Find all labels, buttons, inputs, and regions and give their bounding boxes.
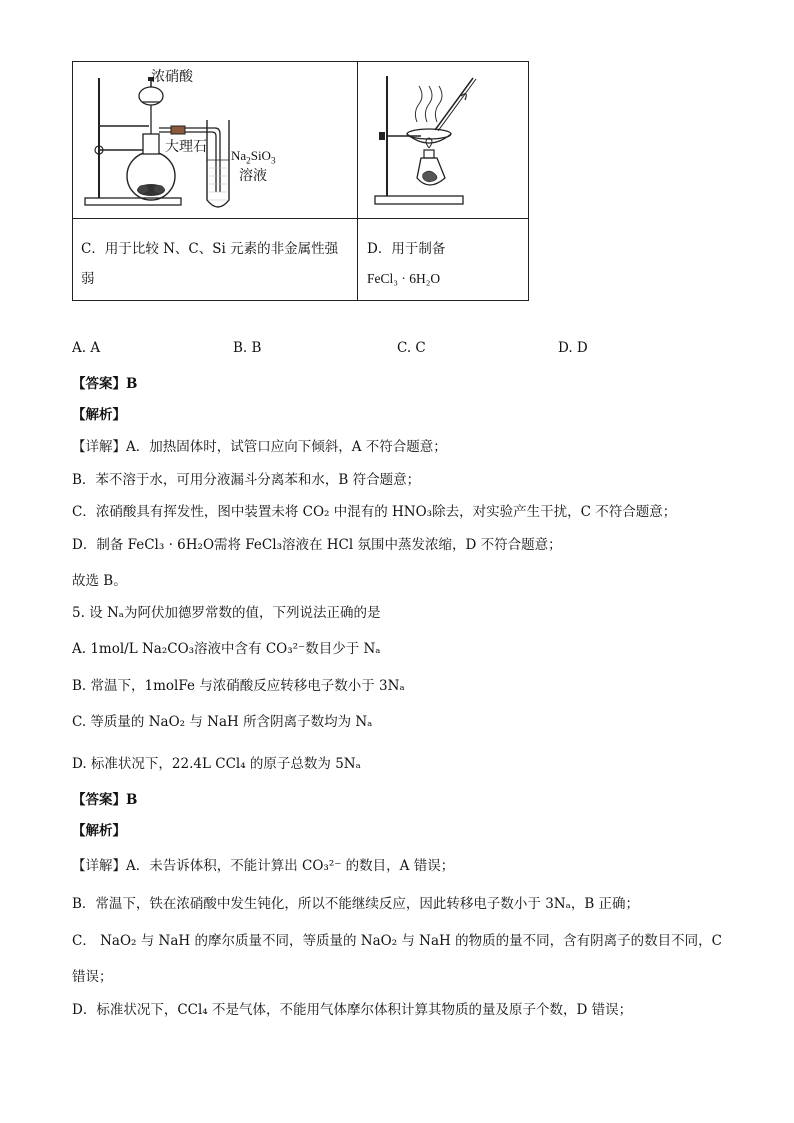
- q5-option-d: D. 标准状况下，22.4L CCl₄ 的原子总数为 5Nₐ: [72, 756, 361, 772]
- label-na2sio3: $Na_2SiO_3$: [231, 148, 276, 166]
- q4-answer: 【答案】B: [72, 376, 138, 392]
- q5-option-a: A. 1mol/L Na₂CO₃溶液中含有 CO₃²⁻数目少于 Nₐ: [72, 641, 381, 657]
- cell-d-formula: FeCl₃ · 6H₂O: [367, 271, 441, 286]
- q5-answer: 【答案】B: [72, 792, 138, 808]
- label-marble: 大理石: [165, 139, 207, 155]
- table-divider-vertical: [357, 62, 358, 300]
- q5-option-c: C. 等质量的 NaO₂ 与 NaH 所含阴离子数均为 Nₐ: [72, 714, 373, 730]
- q4-detail-a: 【详解】A．加热固体时，试管口应向下倾斜，A 不符合题意；: [72, 439, 447, 455]
- q4-analysis-heading: 【解析】: [72, 407, 126, 423]
- label-solution: 溶液: [239, 168, 267, 184]
- q4-options: [72, 340, 752, 360]
- table-divider-horizontal: [73, 218, 528, 219]
- q4-detail-c: C．浓硝酸具有挥发性，图中装置未将 CO₂ 中混有的 HNO₃除去，对实验产生干扰，C 不符合题意；: [72, 504, 677, 520]
- q4-conclusion: 故选 B。: [72, 573, 127, 589]
- option-b: B. B: [233, 340, 262, 356]
- apparatus-d-figure: [365, 68, 525, 214]
- cell-c-description: C．用于比较 N、C、Si 元素的非金属性强弱: [81, 241, 339, 287]
- apparatus-table: [72, 61, 529, 301]
- q5-detail-c2: 错误；: [72, 969, 113, 985]
- cell-d-description: [367, 234, 527, 294]
- q5-stem: 5. 设 Nₐ为阿伏加德罗常数的值，下列说法正确的是: [72, 605, 381, 621]
- option-c: C. C: [397, 340, 426, 356]
- q5-option-b: B. 常温下，1molFe 与浓硝酸反应转移电子数小于 3Nₐ: [72, 678, 405, 694]
- cell-d-line1: D．用于制备: [367, 241, 446, 257]
- q5-detail-a: 【详解】A．未告诉体积，不能计算出 CO₃²⁻ 的数目，A 错误；: [72, 858, 455, 874]
- apparatus-c-figure: [79, 68, 351, 214]
- q5-detail-b: B．常温下，铁在浓硝酸中发生钝化，所以不能继续反应，因此转移电子数小于 3Nₐ，B 正确；: [72, 896, 640, 912]
- q5-analysis-heading: 【解析】: [72, 823, 126, 839]
- q5-detail-c1: C． NaO₂ 与 NaH 的摩尔质量不同，等质量的 NaO₂ 与 NaH 的物质的量不同，含有阴离子的数目不同，C: [72, 933, 722, 949]
- q4-detail-d: D．制备 FeCl₃ · 6H₂O需将 FeCl₃溶液在 HCl 氛围中蒸发浓缩，D 不符合题意；: [72, 537, 562, 553]
- q5-detail-d: D．标准状况下，CCl₄ 不是气体，不能用气体摩尔体积计算其物质的量及原子个数，D 错误；: [72, 1002, 633, 1018]
- q4-detail-b: B．苯不溶于水，可用分液漏斗分离苯和水，B 符合题意；: [72, 472, 421, 488]
- option-d: D. D: [558, 340, 588, 356]
- label-conc-nitric-acid: 浓硝酸: [151, 69, 193, 85]
- option-a: A. A: [72, 340, 101, 356]
